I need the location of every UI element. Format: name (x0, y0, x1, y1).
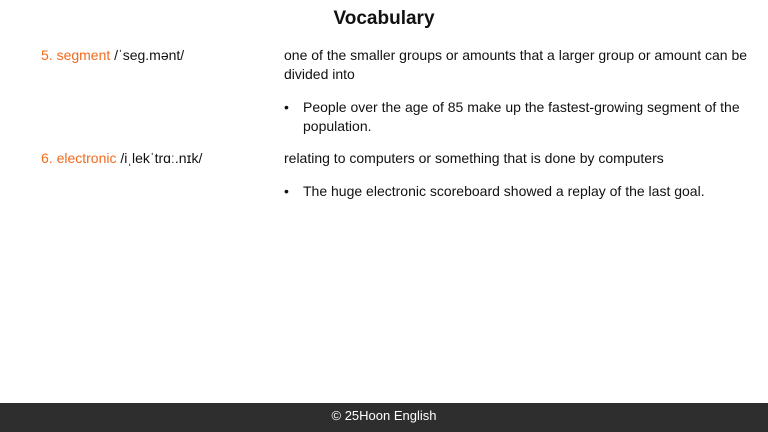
entry-term-line (41, 46, 184, 65)
footer-copyright: © 25Hoon English (0, 403, 768, 432)
entry-pronunciation: /iˌlekˈtrɑː.nɪk/ (120, 150, 203, 166)
entry-pronunciation: /ˈseg.mənt/ (114, 47, 185, 63)
entry-term-line (41, 149, 202, 168)
entry-example (284, 98, 750, 136)
entry-term: 6. electronic (41, 150, 117, 166)
entry-definition: relating to computers or something that is done by computers (284, 150, 664, 166)
entry-example (284, 182, 750, 201)
entry-definition-block (284, 149, 750, 201)
example-text: The huge electronic scoreboard showed a replay of the last goal. (303, 183, 705, 199)
entry-definition: one of the smaller groups or amounts that a larger group or amount can be divided into (284, 47, 748, 82)
example-bullet: • (284, 183, 289, 199)
example-text: People over the age of 85 make up the fastest-growing segment of the population. (303, 99, 740, 134)
page-title: Vocabulary (333, 8, 435, 29)
example-bullet: • (284, 99, 289, 115)
entry-term: 5. segment (41, 47, 111, 63)
entry-definition-block (284, 46, 750, 136)
